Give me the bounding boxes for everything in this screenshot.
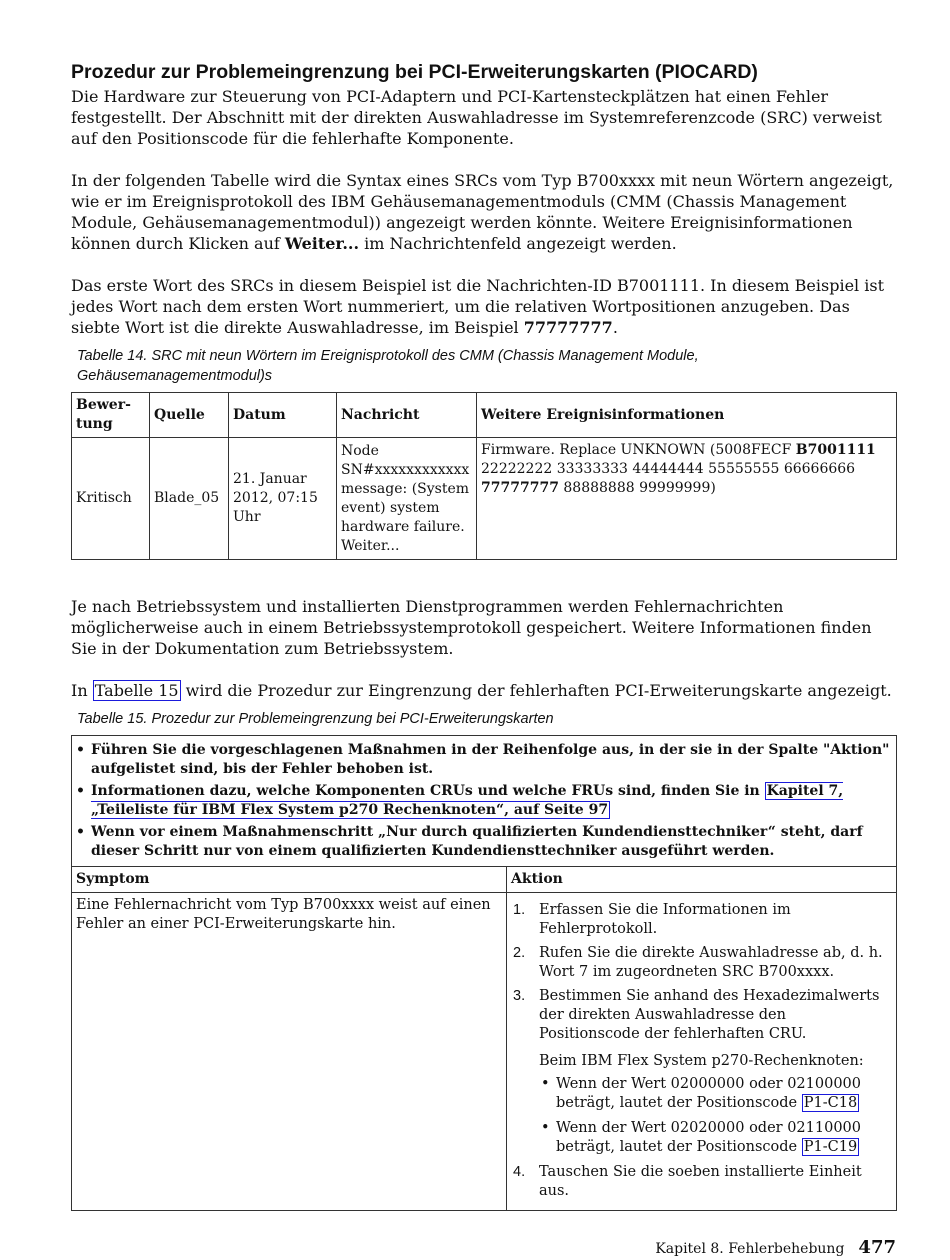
action-steps xyxy=(513,901,890,1201)
document-page xyxy=(71,60,897,1211)
text: im Nachrichtenfeld angezeigt werden. xyxy=(359,234,677,253)
step-item xyxy=(513,987,890,1157)
message-id-bold: B7001111 xyxy=(795,442,876,458)
weiter-bold: Weiter... xyxy=(284,234,360,253)
notes-list xyxy=(74,741,892,861)
cell-symptom: Eine Fehlernachricht vom Typ B700xxxx weist auf einen Fehler an einer PCI-Erweiterungskarte hin. xyxy=(72,893,507,1211)
table15-caption: Tabelle 15. Prozedur zur Problemeingrenzung bei PCI-Erweiterungskarten xyxy=(77,711,554,727)
step-text: Erfassen Sie die Informationen im Fehlerprotokoll. xyxy=(539,902,791,937)
footer-chapter: Kapitel 8. Fehlerbehebung xyxy=(655,1241,845,1257)
intro-paragraph: Die Hardware zur Steuerung von PCI-Adaptern und PCI-Kartensteckplätzen hat einen Fehler festgestellt. Der Abschnitt mit der direkten Auswahladresse im Systemreferenzcode (SRC) verweist auf den Positionscode für die fehlerhafte Komponente. xyxy=(71,87,882,148)
table-header-row xyxy=(72,867,897,893)
cell-source: Blade_05 xyxy=(150,438,229,560)
table15-link[interactable]: Tabelle 15 xyxy=(94,681,179,700)
step-number: 3. xyxy=(513,988,526,1004)
header-action: Aktion xyxy=(507,867,897,893)
text: In der folgenden Tabelle wird die Syntax eines SRCs vom Typ B700xxxx mit neun Wörtern angezeigt, wie er im Ereignisprotokoll des IBM Gehäusemanagementmoduls (CMM (Chassis Management Module, Gehäusemanagementmodul)) angezeigt werden könnte. Weitere Ereignisinformationen können durch Klicken auf xyxy=(71,171,894,253)
step-item xyxy=(513,901,890,939)
page-footer xyxy=(655,1237,896,1258)
note-item: • Wenn vor einem Maßnahmenschritt „Nur durch qualifizierten Kundendiensttechniker“ steht, darf dieser Schritt nur von einem qualifizierten Kundendiensttechniker ausgeführt werden. xyxy=(74,823,892,861)
position-code-item xyxy=(539,1119,890,1157)
notes-cell xyxy=(72,736,897,867)
step-text: Tauschen Sie die soeben installierte Einheit aus. xyxy=(539,1164,862,1199)
text: 88888888 99999999) xyxy=(558,480,716,496)
table15-intro xyxy=(71,680,897,701)
text: wird die Prozedur zur Eingrenzung der fehlerhaften PCI-Erweiterungskarte angezeigt. xyxy=(180,681,892,700)
message-id-paragraph xyxy=(71,275,897,338)
table14 xyxy=(71,392,897,560)
notes-row xyxy=(72,736,897,867)
cell-severity: Kritisch xyxy=(72,438,150,560)
address-bold: 77777777 xyxy=(481,480,559,496)
header-symptom: Symptom xyxy=(72,867,507,893)
page-number: 477 xyxy=(858,1237,896,1258)
step-number: 4. xyxy=(513,1164,526,1180)
cell-action xyxy=(507,893,897,1211)
page-title: Prozedur zur Problemeingrenzung bei PCI-Erweiterungskarten (PIOCARD) xyxy=(71,61,758,83)
table-row xyxy=(72,893,897,1211)
table-row xyxy=(72,438,897,560)
cell-date: 21. Januar 2012, 07:15 Uhr xyxy=(229,438,337,560)
table15 xyxy=(71,735,897,1211)
step-text: Rufen Sie die direkte Auswahladresse ab, d. h. Wort 7 im zugeordneten SRC B700xxxx. xyxy=(539,945,883,980)
note-item: • Führen Sie die vorgeschlagenen Maßnahmen in der Reihenfolge aus, in der sie in der Spalte "Aktion" aufgelistet sind, bis der Fehler behoben ist. xyxy=(74,741,892,779)
text: 22222222 33333333 44444444 55555555 66666666 xyxy=(481,461,856,477)
header-info: Weitere Ereignisinformationen xyxy=(477,393,897,438)
header-source: Quelle xyxy=(150,393,229,438)
step-item xyxy=(513,944,890,982)
step3-note: Beim IBM Flex System p270-Rechenknoten: xyxy=(539,1053,864,1069)
header-message: Nachricht xyxy=(337,393,477,438)
chapter7-link[interactable]: Kapitel 7, „Teileliste für IBM Flex System p270 Rechenknoten“, auf Seite 97 xyxy=(91,783,844,818)
cell-info xyxy=(477,438,897,560)
position-code-list xyxy=(539,1075,890,1157)
table14-caption: Tabelle 14. SRC mit neun Wörtern im Ereignisprotokoll des CMM (Chassis Management Module, Gehäusemanagementmodul)s xyxy=(77,348,699,384)
step-item xyxy=(513,1163,890,1201)
step-number: 1. xyxy=(513,902,526,918)
note-item xyxy=(74,782,892,820)
header-severity: Bewer-tung xyxy=(72,393,150,438)
os-log-paragraph: Je nach Betriebssystem und installierten Dienstprogrammen werden Fehlernachrichten möglicherweise auch in einem Betriebssystemprotokoll gespeichert. Weitere Informationen finden Sie in der Dokumentation zum Betriebssystem. xyxy=(71,597,872,658)
position-code-item xyxy=(539,1075,890,1113)
header-date: Datum xyxy=(229,393,337,438)
text: Wenn der Wert 02020000 oder 02110000 beträgt, lautet der Positionscode xyxy=(556,1120,862,1155)
text: In xyxy=(71,681,93,700)
cell-message: Node SN#xxxxxxxxxxxx message: (System event) system hardware failure. Weiter... xyxy=(337,438,477,560)
step-number: 2. xyxy=(513,945,526,961)
p1-c18-link[interactable]: P1-C18 xyxy=(803,1095,858,1111)
address-bold: 77777777 xyxy=(523,318,613,337)
syntax-paragraph xyxy=(71,170,897,254)
text: . xyxy=(612,318,618,337)
text: Firmware. Replace UNKNOWN (5008FECF xyxy=(481,442,796,458)
table-header-row xyxy=(72,393,897,438)
step-text: Bestimmen Sie anhand des Hexadezimalwerts der direkten Auswahladresse den Positionscode der fehlerhaften CRU. xyxy=(539,988,880,1042)
text: Informationen dazu, welche Komponenten CRUs und welche FRUs sind, finden Sie in xyxy=(91,783,765,799)
text: Wenn der Wert 02000000 oder 02100000 beträgt, lautet der Positionscode xyxy=(556,1076,862,1111)
p1-c19-link[interactable]: P1-C19 xyxy=(803,1139,858,1155)
text: Das erste Wort des SRCs in diesem Beispiel ist die Nachrichten-ID B7001111. In diesem Beispiel ist jedes Wort nach dem ersten Wort nummeriert, um die relativen Wortpositionen anzugeben. Das siebte Wort ist die direkte Auswahladresse, im Beispiel xyxy=(71,276,884,337)
